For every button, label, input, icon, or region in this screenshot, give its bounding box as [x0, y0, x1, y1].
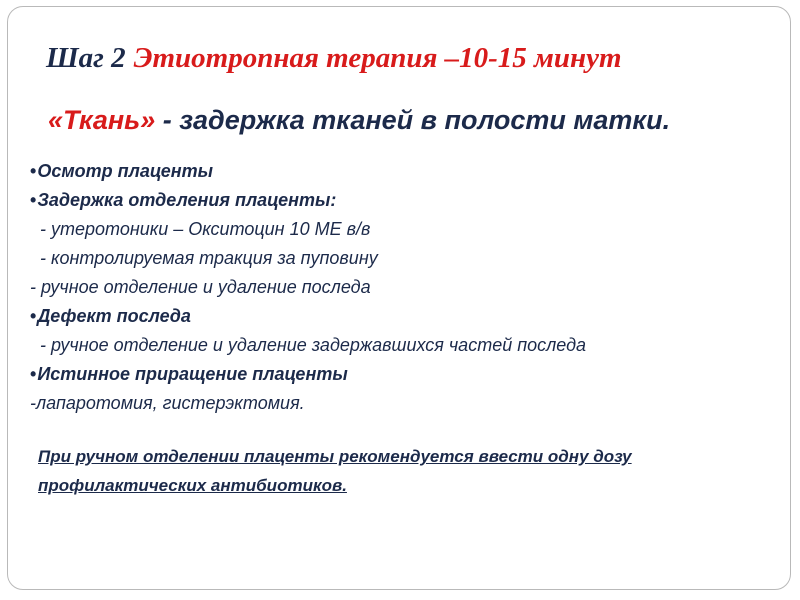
list-item-afterbirth-defect: • Дефект последа	[30, 302, 586, 331]
therapy-list	[30, 157, 586, 418]
list-item-uterotonics: - утеротоники – Окситоцин 10 МЕ в/в	[40, 219, 371, 239]
slide-frame	[7, 6, 791, 590]
list-item-placenta-retention: • Задержка отделения плаценты:	[30, 186, 586, 215]
list-item-manual-removal: - ручное отделение и удаление последа	[30, 277, 371, 297]
list-item-laparotomy: -лапаротомия, гистерэктомия.	[30, 393, 305, 413]
subtitle-description: - задержка тканей в полости матки.	[162, 105, 671, 135]
antibiotics-note: При ручном отделении плаценты рекомендуется ввести одну дозу профилактических антибиотиков.	[38, 447, 632, 495]
list-item-placenta-exam: • Осмотр плаценты	[30, 157, 586, 186]
list-item-retained-parts-removal: - ручное отделение и удаление задержавшихся частей последа	[40, 335, 587, 355]
list-item-cord-traction: - контролируемая тракция за пуповину	[40, 248, 378, 268]
slide-title	[46, 41, 622, 75]
subtitle-keyword: «Ткань»	[48, 105, 156, 135]
title-stage: Этиотропная терапия –10-15 минут	[133, 42, 622, 74]
list-item-placenta-accreta: • Истинное приращение плаценты	[30, 360, 586, 389]
title-step: Шаг 2	[46, 42, 126, 74]
slide-subtitle	[48, 104, 670, 136]
